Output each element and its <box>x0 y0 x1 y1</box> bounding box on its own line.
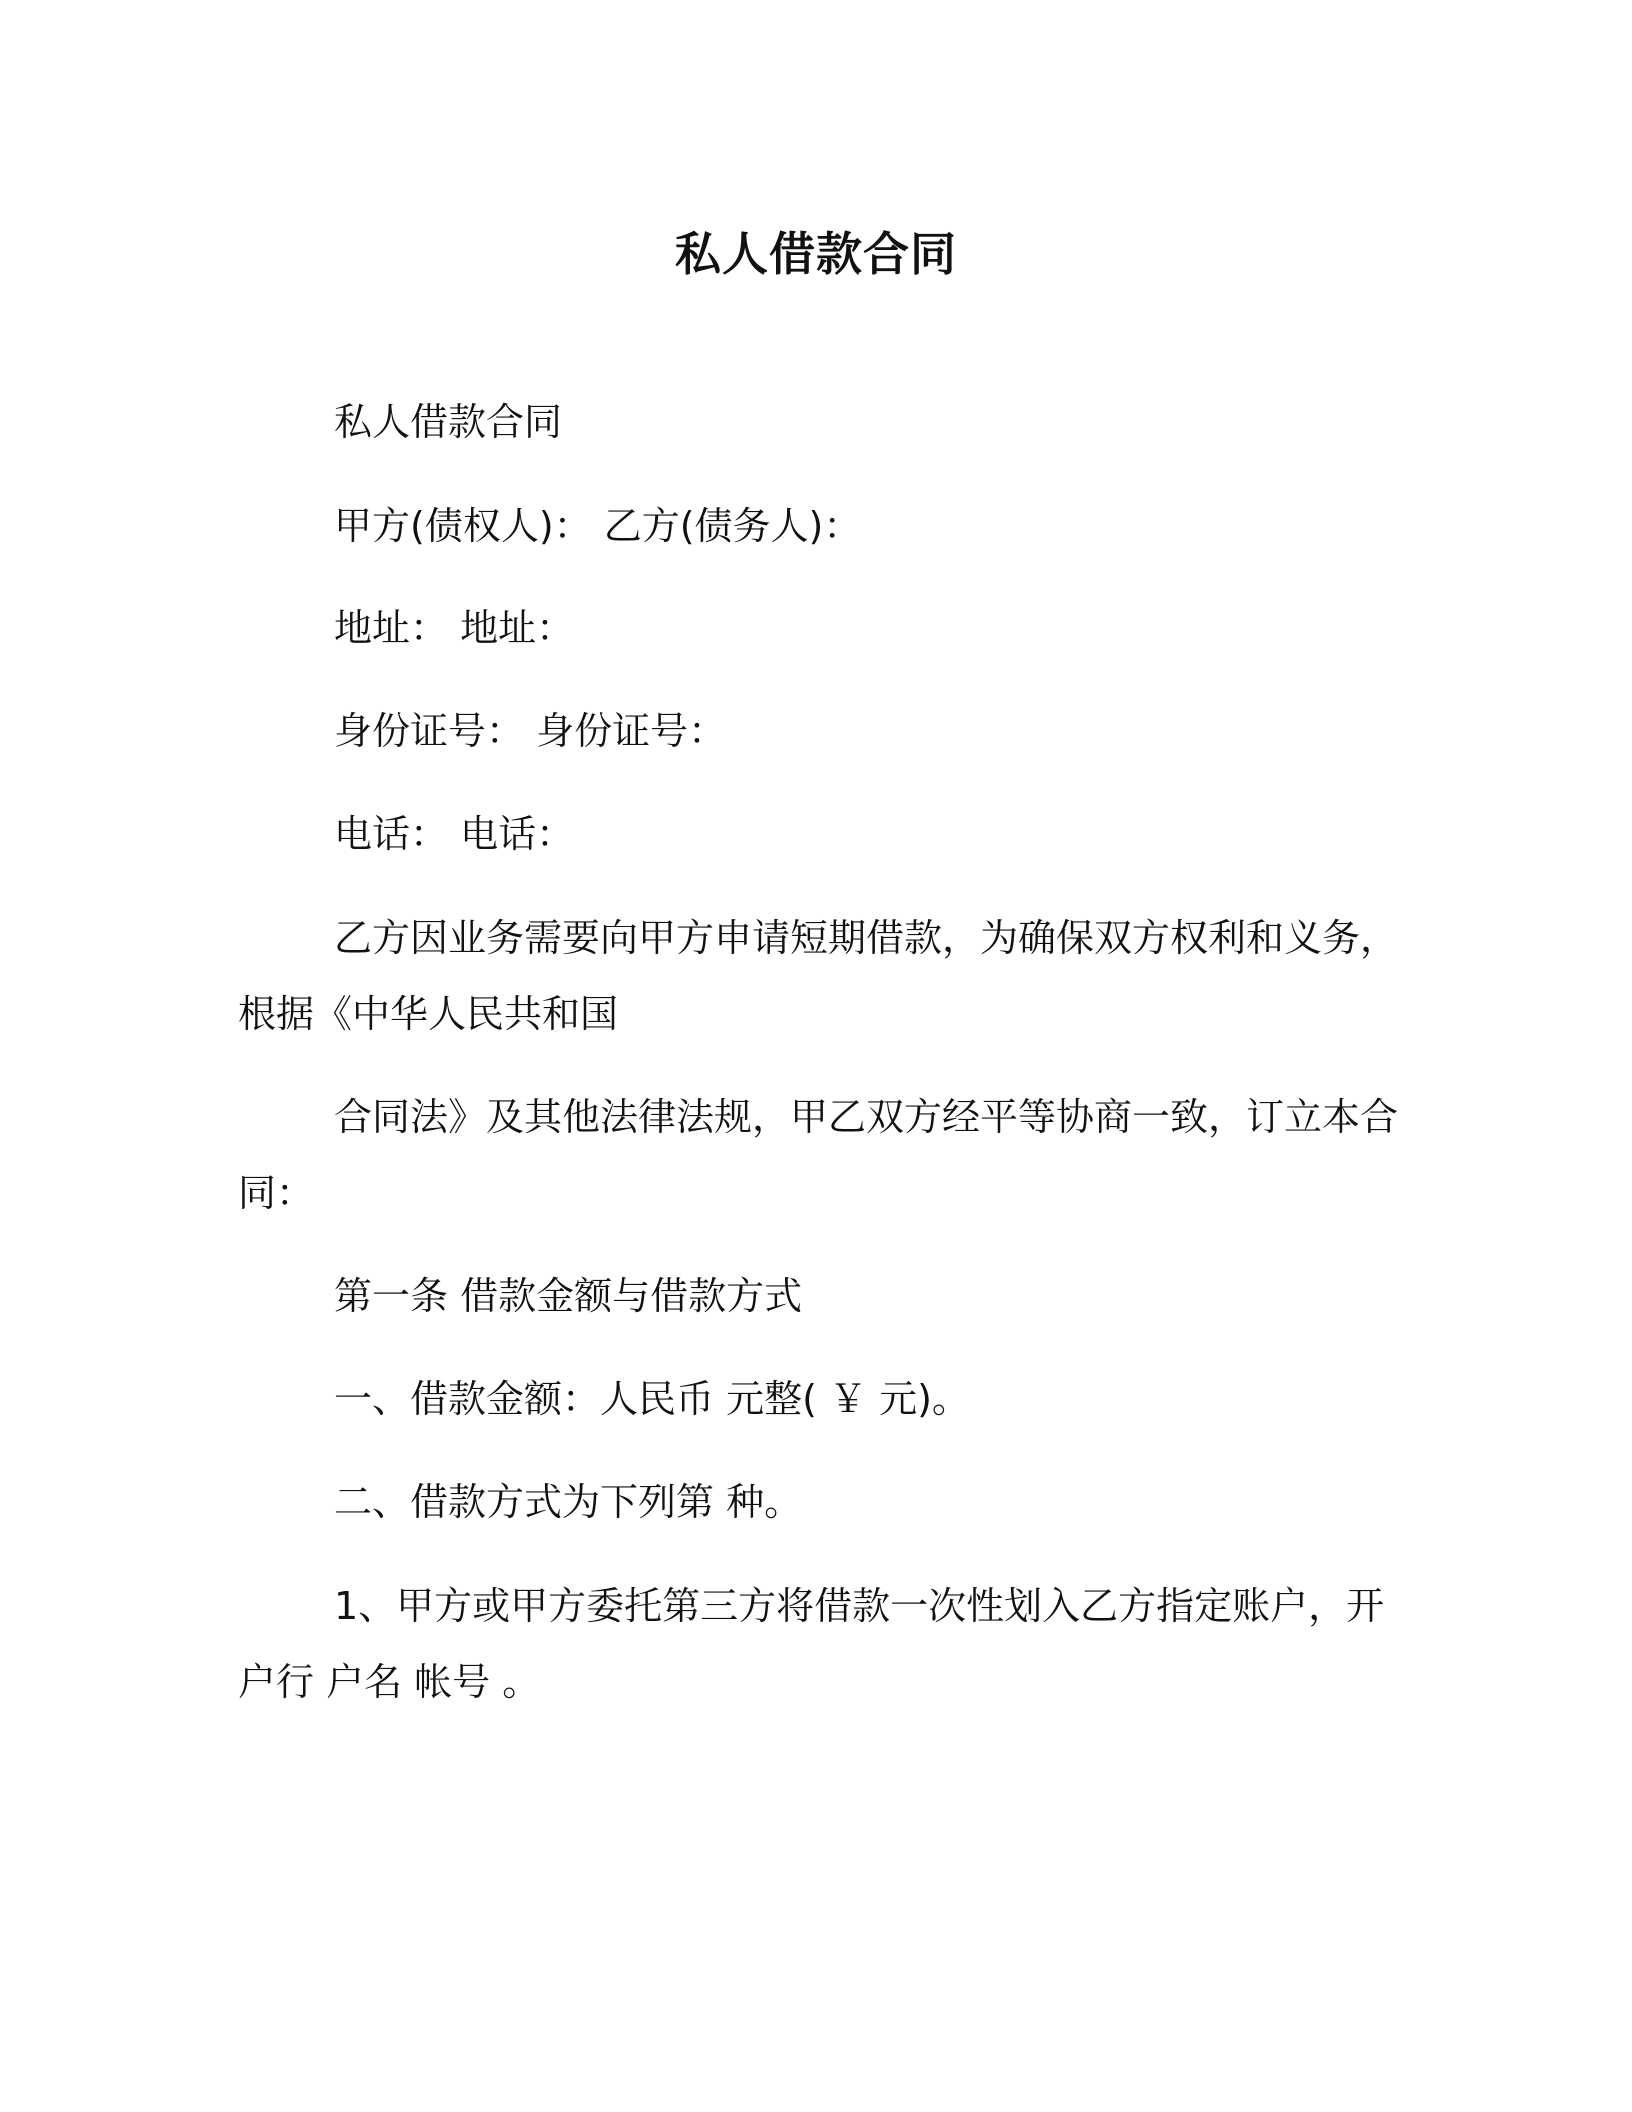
parties-line: 甲方(债权人)： 乙方(债务人)： <box>334 504 862 548</box>
body-paragraph-line: 同： <box>238 1171 315 1215</box>
subtitle-line: 私人借款合同 <box>334 400 563 444</box>
address-line: 地址： 地址： <box>334 606 575 650</box>
body-paragraph-line: 根据《中华人民共和国 <box>238 992 619 1036</box>
body-paragraph-line: 合同法》及其他法律法规，甲乙双方经平等协商一致，订立本合 <box>334 1095 1399 1139</box>
body-paragraph-line: 乙方因业务需要向甲方申请短期借款，为确保双方权利和义务， <box>334 916 1399 960</box>
article-heading: 第一条 借款金额与借款方式 <box>334 1274 803 1318</box>
clause-line: 户行 户名 帐号 。 <box>238 1660 541 1704</box>
document-title: 私人借款合同 <box>675 227 957 281</box>
id-number-line: 身份证号： 身份证号： <box>334 709 727 753</box>
clause-line: 1、甲方或甲方委托第三方将借款一次性划入乙方指定账户，开 <box>334 1584 1385 1628</box>
phone-line: 电话： 电话： <box>334 812 575 856</box>
clause-line: 二、借款方式为下列第 种。 <box>334 1480 803 1524</box>
clause-line: 一、借款金额：人民币 元整( ￥ 元)。 <box>334 1377 970 1421</box>
